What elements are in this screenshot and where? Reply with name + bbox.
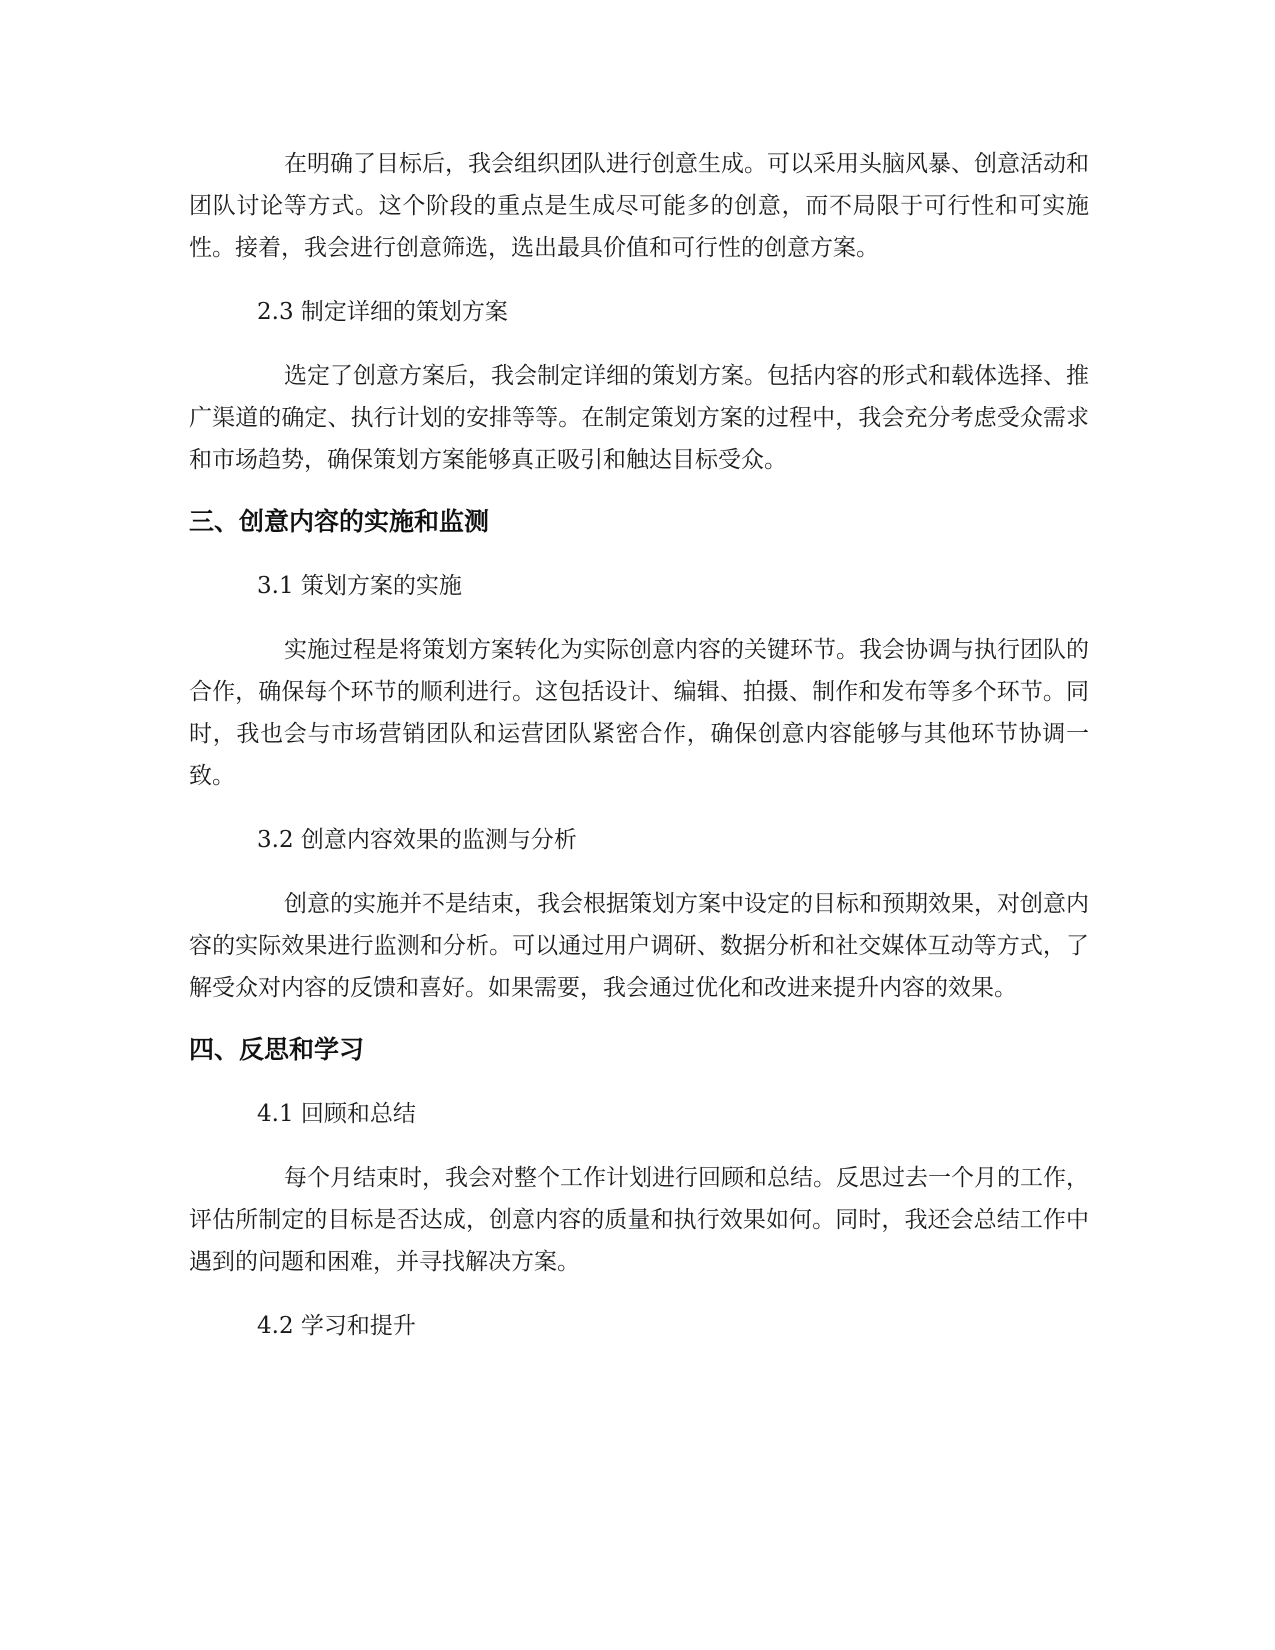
paragraph-idea-generation: 在明确了目标后，我会组织团队进行创意生成。可以采用头脑风暴、创意活动和团队讨论等方式。这个阶段的重点是生成尽可能多的创意，而不局限于可行性和可实施性。接着，我会进行创意筛选，选出最具价值和可行性的创意方案。 xyxy=(189,151,1089,261)
subheading-4-2: 4.2 学习和提升 xyxy=(257,1313,416,1339)
subheading-3-2: 3.2 创意内容效果的监测与分析 xyxy=(257,827,577,853)
paragraph-detailed-plan: 选定了创意方案后，我会制定详细的策划方案。包括内容的形式和载体选择、推广渠道的确定、执行计划的安排等等。在制定策划方案的过程中，我会充分考虑受众需求和市场趋势，确保策划方案能够真正吸引和触达目标受众。 xyxy=(189,363,1089,473)
section-heading-3: 三、创意内容的实施和监测 xyxy=(189,507,490,536)
subheading-4-1: 4.1 回顾和总结 xyxy=(257,1101,416,1127)
paragraph-review: 每个月结束时，我会对整个工作计划进行回顾和总结。反思过去一个月的工作，评估所制定的目标是否达成，创意内容的质量和执行效果如何。同时，我还会总结工作中遇到的问题和困难，并寻找解决方案。 xyxy=(189,1165,1089,1275)
section-heading-4: 四、反思和学习 xyxy=(189,1035,365,1064)
paragraph-implementation: 实施过程是将策划方案转化为实际创意内容的关键环节。我会协调与执行团队的合作，确保每个环节的顺利进行。这包括设计、编辑、拍摄、制作和发布等多个环节。同时，我也会与市场营销团队和运营团队紧密合作，确保创意内容能够与其他环节协调一致。 xyxy=(189,637,1089,789)
subheading-2-3: 2.3 制定详细的策划方案 xyxy=(257,299,508,325)
paragraph-monitoring: 创意的实施并不是结束，我会根据策划方案中设定的目标和预期效果，对创意内容的实际效果进行监测和分析。可以通过用户调研、数据分析和社交媒体互动等方式，了解受众对内容的反馈和喜好。如果需要，我会通过优化和改进来提升内容的效果。 xyxy=(189,891,1089,1001)
subheading-3-1: 3.1 策划方案的实施 xyxy=(257,573,462,599)
document-content xyxy=(189,143,1089,1347)
